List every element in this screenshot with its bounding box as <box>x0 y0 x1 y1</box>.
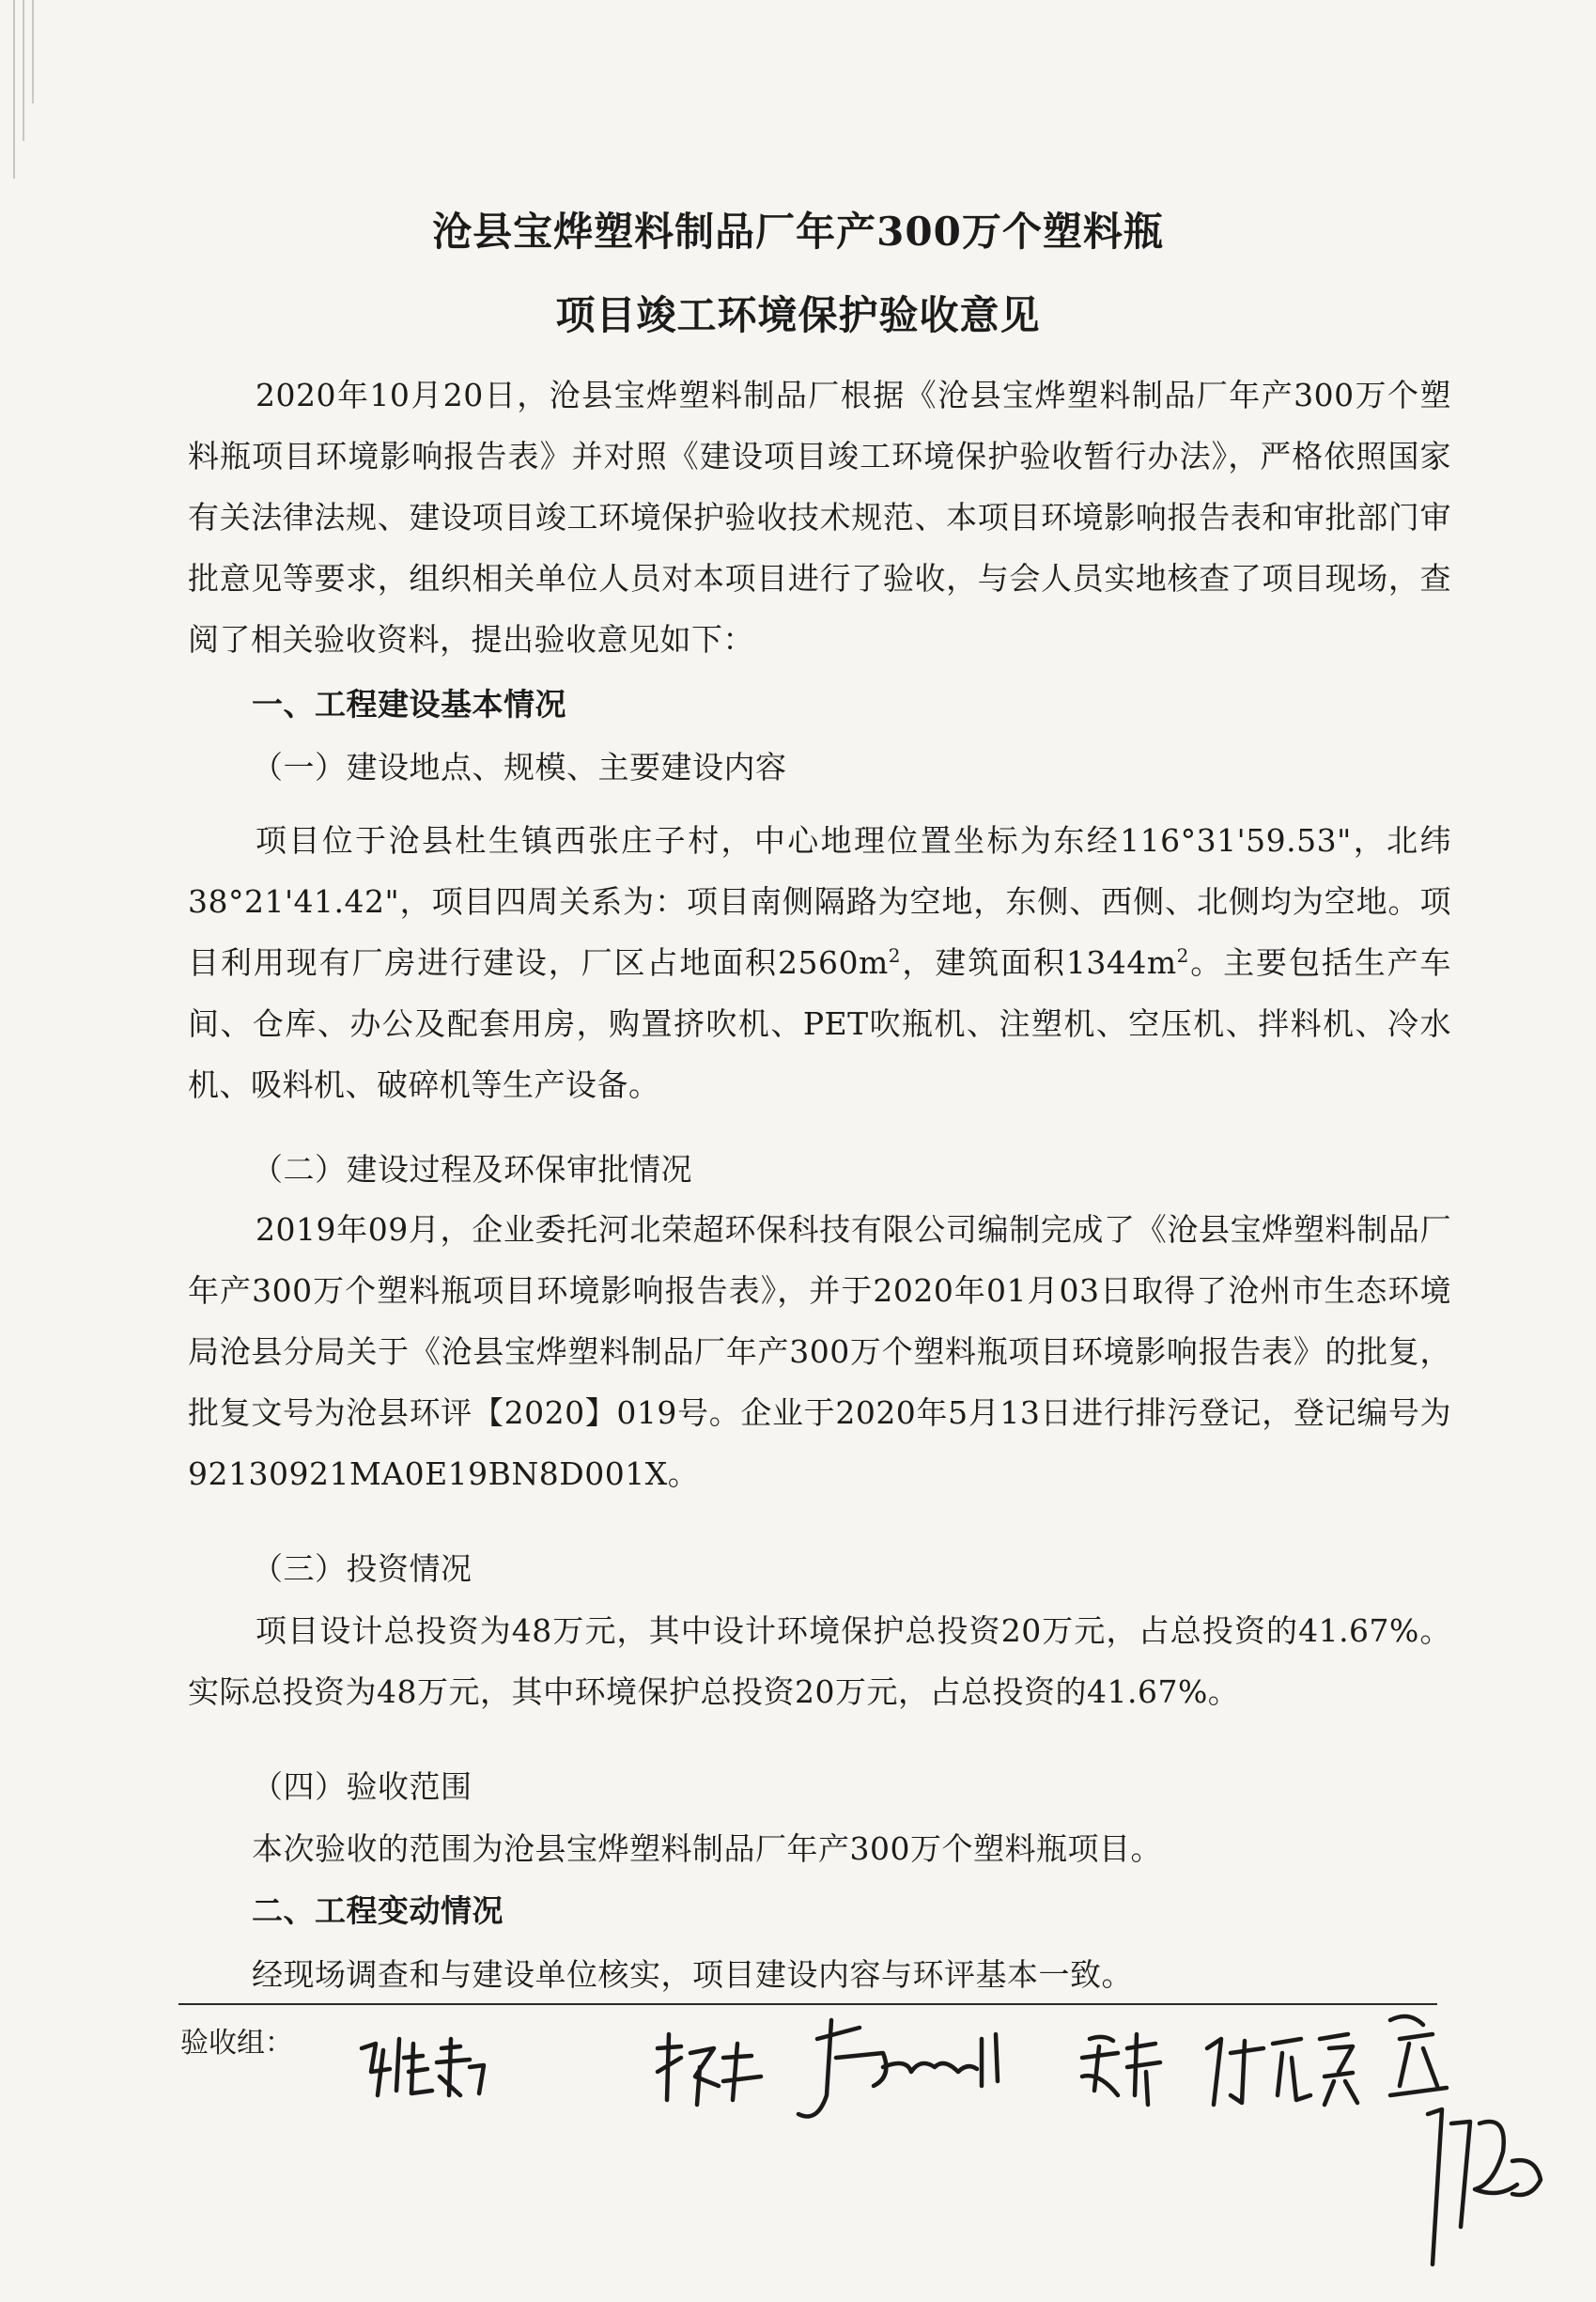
paper-edge <box>13 0 15 179</box>
section1-heading: 一、工程建设基本情况 <box>252 686 566 723</box>
section2-heading: 二、工程变动情况 <box>252 1892 504 1929</box>
subsection1-text-part2: ，建筑面积1344m <box>901 944 1177 981</box>
subsection4-text: 本次验收的范围为沧县宝烨塑料制品厂年产300万个塑料瓶项目。 <box>252 1830 1162 1867</box>
document-title-line1: 沧县宝烨塑料制品厂年产300万个塑料瓶 <box>432 209 1164 255</box>
signature-5 <box>1207 2034 1357 2105</box>
acceptance-group-label: 验收组： <box>180 2027 293 2060</box>
subsection2-text: 2019年09月，企业委托河北荣超环保科技有限公司编制完成了《沧县宝烨塑料制品厂年产300万个塑料瓶项目环境影响报告表》，并于2020年01月03日取得了沧州市生态环境局沧县分局关于《沧县宝烨塑料制品厂年产300万个塑料瓶项目环境影响报告表》的批复，批复文号为沧县环评【2020】019号。企业于2020年5月13日进行排污登记，登记编号为92130921MA0E19BN8D001X。 <box>188 1211 1451 1492</box>
subsection1-text-part3: 。主要包括生产车间、仓库、办公及配套用房，购置挤吹机、PET吹瓶机、注塑机、空压机、拌料机、冷水机、吸料机、破碎机等生产设备。 <box>188 944 1452 1103</box>
subsection4-heading: （四）验收范围 <box>252 1768 473 1805</box>
subsection1-heading: （一）建设地点、规模、主要建设内容 <box>252 749 787 785</box>
signature-1 <box>362 2039 484 2095</box>
superscript-2: 2 <box>1176 944 1189 967</box>
signature-4 <box>1082 2034 1160 2105</box>
handwritten-signatures <box>319 1983 1578 2302</box>
signature-6 <box>1390 2016 1541 2264</box>
subsection3-heading: （三）投资情况 <box>252 1550 473 1587</box>
signature-2 <box>658 2034 761 2105</box>
paper-edge <box>32 0 34 103</box>
paper-edge <box>23 0 24 141</box>
section2-text: 经现场调查和与建设单位核实，项目建设内容与环评基本一致。 <box>252 1956 1133 1993</box>
intro-paragraph: 2020年10月20日，沧县宝烨塑料制品厂根据《沧县宝烨塑料制品厂年产300万个塑料瓶项目环境影响报告表》并对照《建设项目竣工环境保护验收暂行办法》，严格依照国家有关法律法规、建设项目竣工环境保护验收技术规范、本项目环境影响报告表和审批部门审批意见等要求，组织相关单位人员对本项目进行了验收，与会人员实地核查了项目现场，查阅了相关验收资料，提出验收意见如下： <box>188 377 1451 658</box>
subsection2-heading: （二）建设过程及环保审批情况 <box>252 1151 692 1188</box>
signature-3 <box>798 2020 998 2117</box>
document-title-line2: 项目竣工环境保护验收意见 <box>555 292 1041 338</box>
subsection1-text-part1: 项目位于沧县杜生镇西张庄子村，中心地理位置坐标为东经116°31'59.53"，北纬38°21'41.42"，项目四周关系为：项目南侧隔路为空地，东侧、西侧、北侧均为空地。项目利用现有厂房进行建设，厂区占地面积2560m <box>188 822 1451 981</box>
superscript-2: 2 <box>888 944 902 967</box>
subsection3-text: 项目设计总投资为48万元，其中设计环境保护总投资20万元，占总投资的41.67%。实际总投资为48万元，其中环境保护总投资20万元，占总投资的41.67%。 <box>188 1612 1451 1710</box>
subsection1-text <box>188 810 1451 1115</box>
